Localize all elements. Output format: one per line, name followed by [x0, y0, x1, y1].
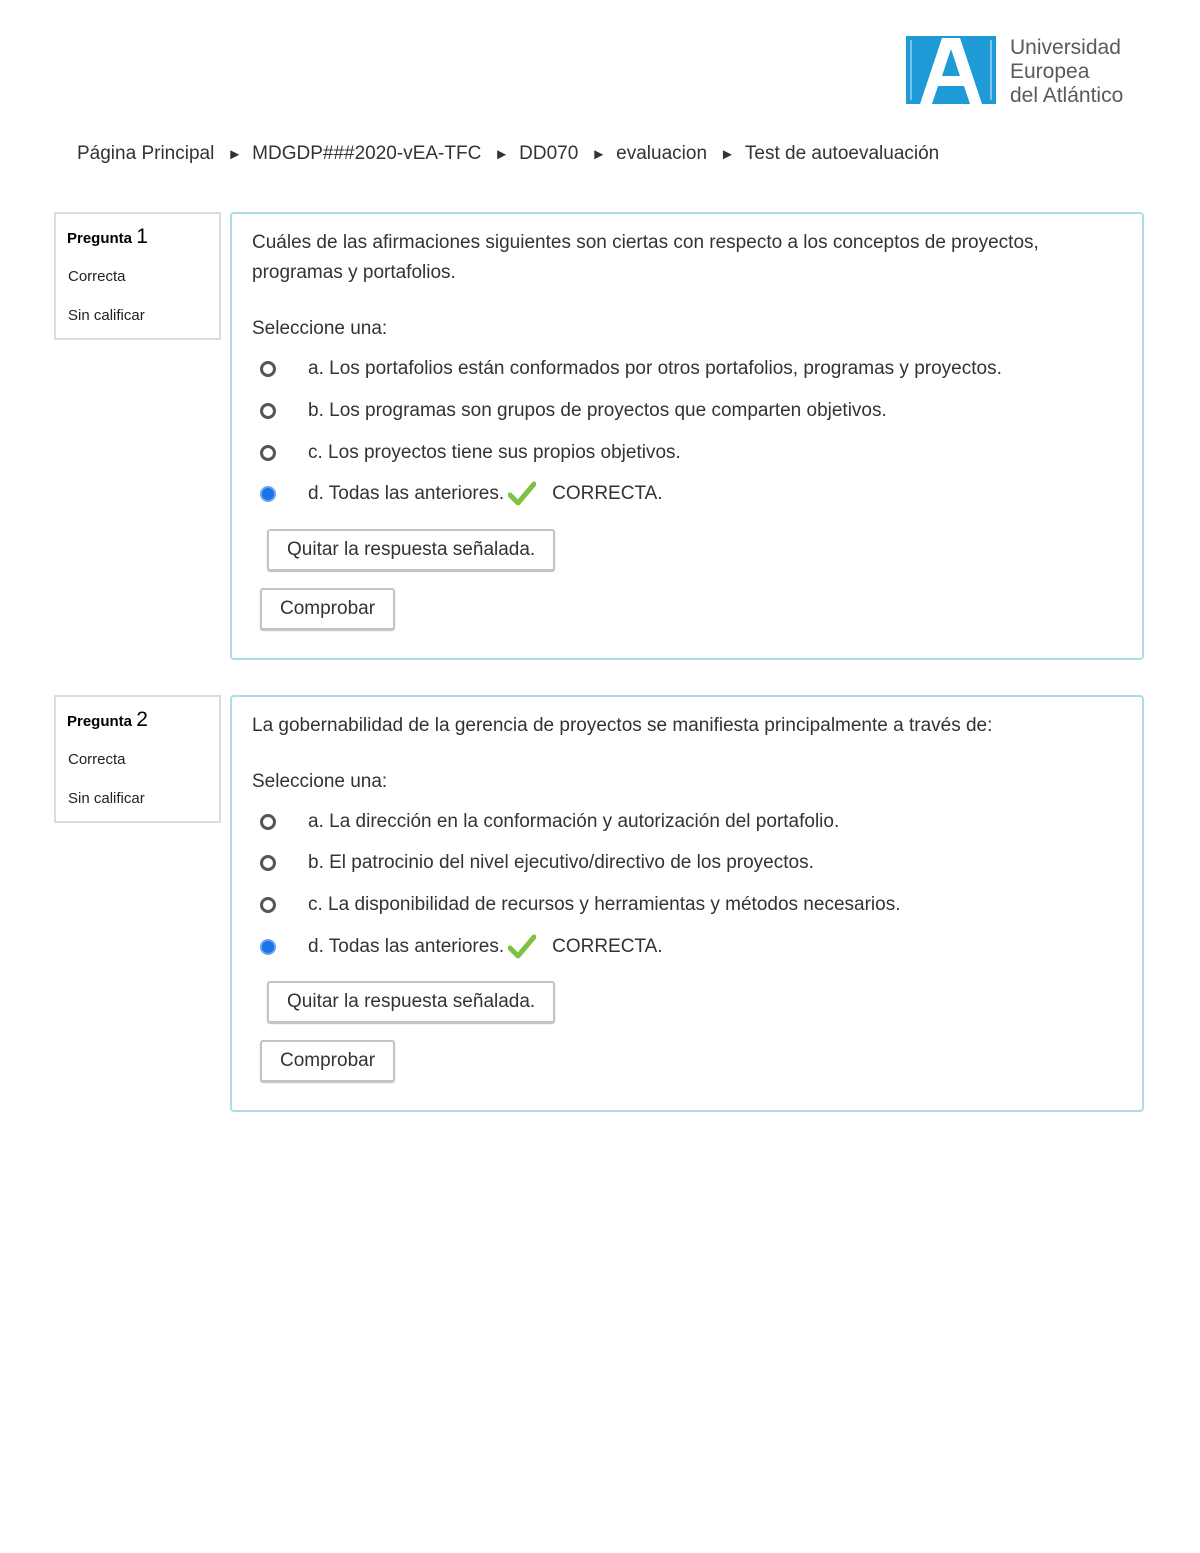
- answer-label: b. El patrocinio del nivel ejecutivo/directivo de los proyectos.: [308, 852, 814, 873]
- answer-feedback: CORRECTA.: [552, 483, 663, 504]
- radio-unchecked-icon[interactable]: [260, 855, 276, 871]
- question-label: Pregunta: [67, 713, 133, 730]
- radio-unchecked-icon[interactable]: [260, 403, 276, 419]
- answer-label: a. La dirección en la conformación y autorización del portafolio.: [308, 811, 840, 832]
- clear-answer-button[interactable]: Quitar la respuesta señalada.: [267, 981, 555, 1023]
- answer-prompt: Seleccione una:: [252, 318, 388, 339]
- answer-label: a. Los portafolios están conformados por otros portafolios, programas y proyectos.: [308, 358, 1002, 379]
- radio-unchecked-icon[interactable]: [260, 445, 276, 461]
- answer-label: d. Todas las anteriores.: [308, 936, 505, 957]
- breadcrumb-home-link[interactable]: Página Principal: [77, 143, 215, 164]
- logo-line-1: Universidad: [1010, 36, 1121, 59]
- breadcrumb-separator-icon: ►: [227, 146, 243, 163]
- answer-option-d[interactable]: [260, 479, 663, 509]
- question-1-info: [54, 212, 221, 340]
- clear-answer-button[interactable]: Quitar la respuesta señalada.: [267, 529, 555, 571]
- answer-label: c. La disponibilidad de recursos y herramientas y métodos necesarios.: [308, 894, 901, 915]
- answer-option-a[interactable]: [260, 807, 839, 837]
- university-logo-icon: [906, 36, 996, 104]
- check-button[interactable]: Comprobar: [260, 588, 395, 630]
- check-button[interactable]: Comprobar: [260, 1040, 395, 1082]
- question-label: Pregunta: [67, 230, 133, 247]
- question-state: Correcta: [68, 751, 126, 768]
- check-mark-icon: [508, 934, 536, 960]
- question-text: La gobernabilidad de la gerencia de proyectos se manifiesta principalmente a través de:: [252, 715, 993, 736]
- question-1-content: [230, 212, 1144, 660]
- question-text: Cuáles de las afirmaciones siguientes son ciertas con respecto a los conceptos de proyectos, programas y portafolios.: [252, 232, 1039, 283]
- breadcrumb-separator-icon: ►: [591, 146, 607, 163]
- logo-line-2: Europea: [1010, 60, 1090, 83]
- breadcrumb-course-link[interactable]: MDGDP###2020-vEA-TFC: [252, 143, 482, 164]
- question-grade: Sin calificar: [68, 307, 145, 324]
- breadcrumb-section-link[interactable]: evaluacion: [616, 143, 708, 164]
- answer-option-c[interactable]: [260, 890, 900, 920]
- answer-feedback: CORRECTA.: [552, 936, 663, 957]
- question-number: [67, 708, 148, 732]
- answer-option-b[interactable]: [260, 396, 887, 426]
- question-2-info: [54, 695, 221, 823]
- answer-label: b. Los programas son grupos de proyectos que comparten objetivos.: [308, 400, 887, 421]
- radio-checked-icon[interactable]: [260, 939, 276, 955]
- breadcrumb-module-link[interactable]: DD070: [519, 143, 579, 164]
- question-state: Correcta: [68, 268, 126, 285]
- breadcrumb-separator-icon: ►: [720, 146, 735, 163]
- radio-unchecked-icon[interactable]: [260, 814, 276, 830]
- question-number-value: 2: [136, 708, 148, 731]
- question-number-value: 1: [136, 225, 148, 248]
- logo-line-3: del Atlántico: [1010, 84, 1124, 107]
- answer-option-d[interactable]: [260, 932, 663, 962]
- university-logo-text: [1010, 36, 1123, 108]
- answer-option-b[interactable]: [260, 848, 814, 878]
- answer-option-a[interactable]: [260, 354, 1002, 384]
- radio-unchecked-icon[interactable]: [260, 897, 276, 913]
- breadcrumb: [77, 143, 939, 165]
- answer-label: d. Todas las anteriores.: [308, 483, 505, 504]
- radio-checked-icon[interactable]: [260, 486, 276, 502]
- question-2-content: [230, 695, 1144, 1112]
- question-number: [67, 225, 148, 249]
- check-mark-icon: [508, 481, 536, 507]
- university-logo[interactable]: [906, 36, 1146, 106]
- answer-prompt: Seleccione una:: [252, 771, 388, 792]
- radio-unchecked-icon[interactable]: [260, 361, 276, 377]
- question-grade: Sin calificar: [68, 790, 145, 807]
- breadcrumb-separator-icon: ►: [494, 146, 510, 163]
- answer-label: c. Los proyectos tiene sus propios objetivos.: [308, 442, 681, 463]
- answer-option-c[interactable]: [260, 438, 681, 468]
- breadcrumb-quiz-link[interactable]: Test de autoevaluación: [744, 143, 940, 164]
